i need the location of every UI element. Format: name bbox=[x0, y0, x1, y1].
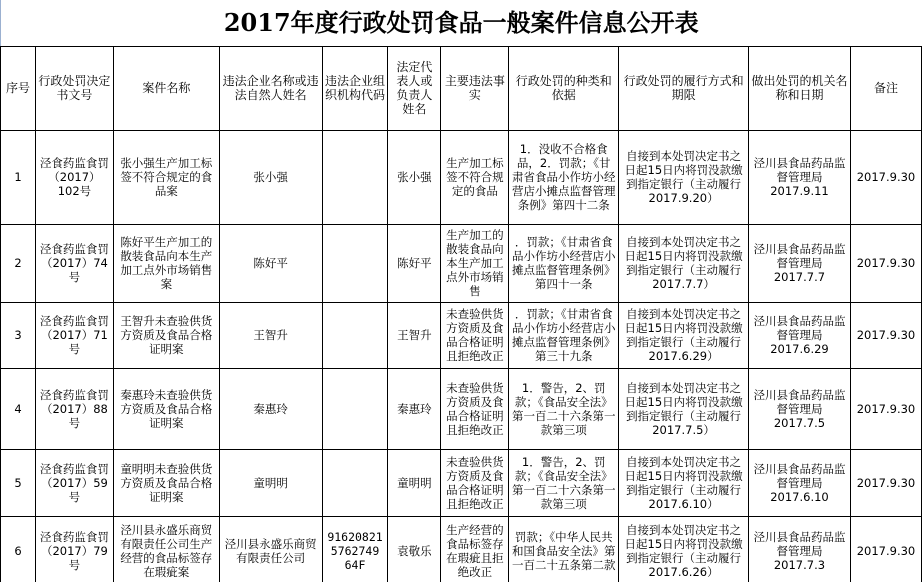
cell-facts[interactable]: 生产加工标签不符合规定的食品 bbox=[441, 130, 509, 224]
cell-penalty[interactable]: 罚款；《中华人民共和国食品安全法》第一百二十五条第二款 bbox=[509, 516, 619, 582]
cell-authority[interactable]: 泾川县食品药品监督管理局 2017.7.3 bbox=[749, 516, 851, 582]
cell-org-code[interactable] bbox=[322, 224, 388, 302]
cell-seq[interactable]: 1 bbox=[1, 130, 36, 224]
header-doc-no[interactable]: 行政处罚决定书文号 bbox=[35, 46, 113, 130]
cell-legal-rep[interactable]: 陈好平 bbox=[388, 224, 441, 302]
cell-party[interactable]: 张小强 bbox=[219, 130, 322, 224]
cell-authority[interactable]: 泾川县食品药品监督管理局 2017.7.5 bbox=[749, 368, 851, 449]
cell-org-code[interactable] bbox=[322, 368, 388, 449]
cell-facts[interactable]: 未查验供货方资质及食品合格证明且拒绝改正 bbox=[441, 449, 509, 516]
table-row bbox=[1, 224, 922, 302]
cell-org-code[interactable] bbox=[322, 302, 388, 368]
table-row bbox=[1, 368, 922, 449]
cell-case-name[interactable]: 童明明未查验供货方资质及食品合格证明案 bbox=[113, 449, 219, 516]
cell-performance[interactable]: 自接到本处罚决定书之日起15日内将罚没款缴到指定银行（主动履行2017.7.5） bbox=[619, 368, 749, 449]
cell-case-name[interactable]: 秦惠玲未查验供货方资质及食品合格证明案 bbox=[113, 368, 219, 449]
cell-doc-no[interactable]: 泾食药监食罚（2017）79号 bbox=[35, 516, 113, 582]
cell-org-code[interactable]: 916208215762749 64F bbox=[322, 516, 388, 582]
cell-party[interactable]: 王智升 bbox=[219, 302, 322, 368]
cell-remark[interactable]: 2017.9.30 bbox=[850, 224, 921, 302]
header-seq[interactable]: 序号 bbox=[1, 46, 36, 130]
cell-seq[interactable]: 6 bbox=[1, 516, 36, 582]
cell-case-name[interactable]: 陈好平生产加工的散装食品向本生产加工点外市场销售案 bbox=[113, 224, 219, 302]
header-case-name[interactable]: 案件名称 bbox=[113, 46, 219, 130]
cell-party[interactable]: 秦惠玲 bbox=[219, 368, 322, 449]
header-authority[interactable]: 做出处罚的机关名称和日期 bbox=[749, 46, 851, 130]
header-legal-rep[interactable]: 法定代表人或负责人姓名 bbox=[388, 46, 441, 130]
cell-performance[interactable]: 自接到本处罚决定书之日起15日内将罚没款缴到指定银行（主动履行2017.9.20） bbox=[619, 130, 749, 224]
cell-legal-rep[interactable]: 张小强 bbox=[388, 130, 441, 224]
cell-penalty[interactable]: 1．警告，2、罚款；《食品安全法》第一百二十六条第一款第三项 bbox=[509, 368, 619, 449]
cell-authority[interactable]: 泾川县食品药品监督管理局 2017.6.29 bbox=[749, 302, 851, 368]
cell-party[interactable]: 童明明 bbox=[219, 449, 322, 516]
cell-penalty[interactable]: 1．警告，2、罚款；《食品安全法》第一百二十六条第一款第三项 bbox=[509, 449, 619, 516]
cell-seq[interactable]: 5 bbox=[1, 449, 36, 516]
cell-facts[interactable]: 生产加工的散装食品向本生产加工点外市场销售 bbox=[441, 224, 509, 302]
table-title[interactable]: 2017年度行政处罚食品一般案件信息公开表 bbox=[1, 0, 922, 46]
cell-seq[interactable]: 4 bbox=[1, 368, 36, 449]
cell-legal-rep[interactable]: 袁敬乐 bbox=[388, 516, 441, 582]
table-row bbox=[1, 516, 922, 582]
cell-performance[interactable]: 自接到本处罚决定书之日起15日内将罚没款缴到指定银行（主动履行2017.6.10） bbox=[619, 449, 749, 516]
cell-doc-no[interactable]: 泾食药监食罚（2017）71号 bbox=[35, 302, 113, 368]
header-remark[interactable]: 备注 bbox=[850, 46, 921, 130]
cell-remark[interactable]: 2017.9.30 bbox=[850, 449, 921, 516]
header-penalty[interactable]: 行政处罚的种类和依据 bbox=[509, 46, 619, 130]
header-party[interactable]: 违法企业名称或违法自然人姓名 bbox=[219, 46, 322, 130]
cell-authority[interactable]: 泾川县食品药品监督管理局 2017.6.10 bbox=[749, 449, 851, 516]
table-row bbox=[1, 449, 922, 516]
table-row bbox=[1, 130, 922, 224]
cell-facts[interactable]: 生产经营的食品标签存在瑕疵且拒绝改正 bbox=[441, 516, 509, 582]
cell-authority[interactable]: 泾川县食品药品监督管理局 2017.7.7 bbox=[749, 224, 851, 302]
cell-remark[interactable]: 2017.9.30 bbox=[850, 516, 921, 582]
cell-org-code[interactable] bbox=[322, 130, 388, 224]
cell-party[interactable]: 陈好平 bbox=[219, 224, 322, 302]
cell-authority[interactable]: 泾川县食品药品监督管理局 2017.9.11 bbox=[749, 130, 851, 224]
cell-remark[interactable]: 2017.9.30 bbox=[850, 130, 921, 224]
cell-penalty[interactable]: ．罚款；《甘肃省食品小作坊小经营店小摊点监督管理条例》第三十九条 bbox=[509, 302, 619, 368]
cell-performance[interactable]: 自接到本处罚决定书之日起15日内将罚没款缴到指定银行（主动履行2017.7.7） bbox=[619, 224, 749, 302]
header-facts[interactable]: 主要违法事实 bbox=[441, 46, 509, 130]
cell-legal-rep[interactable]: 秦惠玲 bbox=[388, 368, 441, 449]
cell-seq[interactable]: 3 bbox=[1, 302, 36, 368]
cell-case-name[interactable]: 王智升未查验供货方资质及食品合格证明案 bbox=[113, 302, 219, 368]
header-org-code[interactable]: 违法企业组织机构代码 bbox=[322, 46, 388, 130]
cell-legal-rep[interactable]: 王智升 bbox=[388, 302, 441, 368]
table-row bbox=[1, 302, 922, 368]
header-row bbox=[1, 46, 922, 130]
cell-remark[interactable]: 2017.9.30 bbox=[850, 302, 921, 368]
cell-case-name[interactable]: 泾川县永盛乐商贸有限责任公司生产经营的食品标签存在瑕疵案 bbox=[113, 516, 219, 582]
cell-performance[interactable]: 自接到本处罚决定书之日起15日内将罚没款缴到指定银行（主动履行2017.6.29） bbox=[619, 302, 749, 368]
cell-facts[interactable]: 未查验供货方资质及食品合格证明且拒绝改正 bbox=[441, 368, 509, 449]
cell-doc-no[interactable]: 泾食药监食罚（2017）88号 bbox=[35, 368, 113, 449]
cell-doc-no[interactable]: 泾食药监食罚（2017）59号 bbox=[35, 449, 113, 516]
cell-remark[interactable]: 2017.9.30 bbox=[850, 368, 921, 449]
cell-penalty[interactable]: 1．没收不合格食品，2．罚款；《甘肃省食品小作坊小经营店小摊点监督管理条例》第四十二条 bbox=[509, 130, 619, 224]
cell-case-name[interactable]: 张小强生产加工标签不符合规定的食品案 bbox=[113, 130, 219, 224]
cell-performance[interactable]: 自接到本处罚决定书之日起15日内将罚没款缴到指定银行（主动履行2017.6.26） bbox=[619, 516, 749, 582]
cell-party[interactable]: 泾川县永盛乐商贸有限责任公司 bbox=[219, 516, 322, 582]
cell-penalty[interactable]: ．罚款；《甘肃省食品小作坊小经营店小摊点监督管理条例》第四十一条 bbox=[509, 224, 619, 302]
cell-seq[interactable]: 2 bbox=[1, 224, 36, 302]
header-performance[interactable]: 行政处罚的履行方式和期限 bbox=[619, 46, 749, 130]
cell-legal-rep[interactable]: 童明明 bbox=[388, 449, 441, 516]
cell-doc-no[interactable]: 泾食药监食罚（2017）74号 bbox=[35, 224, 113, 302]
cell-doc-no[interactable]: 泾食药监食罚（2017）102号 bbox=[35, 130, 113, 224]
cell-org-code[interactable] bbox=[322, 449, 388, 516]
cell-facts[interactable]: 未查验供货方资质及食品合格证明且拒绝改正 bbox=[441, 302, 509, 368]
